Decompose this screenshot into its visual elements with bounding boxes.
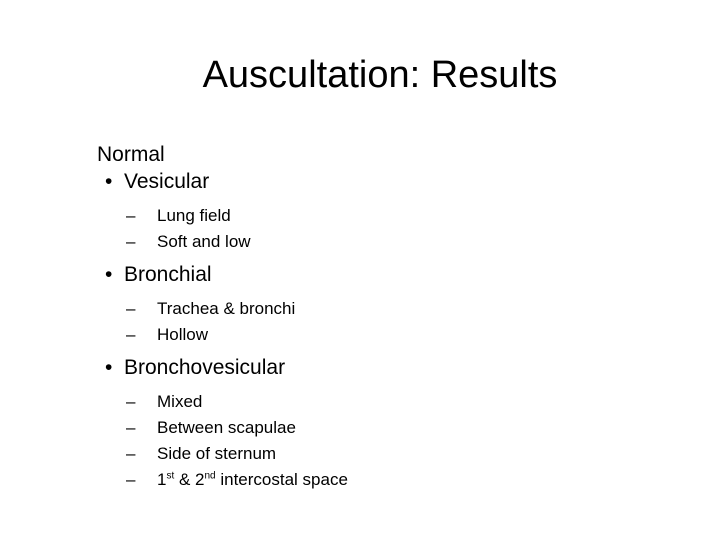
dash-glyph: – bbox=[126, 232, 136, 251]
bullet-bronchovesicular bbox=[97, 354, 697, 381]
sublist-bronchial bbox=[97, 296, 697, 348]
sub-item bbox=[97, 467, 697, 493]
sub-item bbox=[97, 322, 697, 348]
dash-glyph: – bbox=[126, 325, 136, 344]
item-text: intercostal space bbox=[215, 470, 348, 489]
sub-item bbox=[97, 229, 697, 255]
heading-normal: Normal bbox=[97, 143, 165, 166]
bullet-bronchial bbox=[97, 261, 697, 288]
sub-item-label: Mixed bbox=[157, 392, 203, 411]
bullet-glyph: • bbox=[105, 263, 113, 286]
ordinal-number: & 2 bbox=[174, 470, 205, 489]
slide-body bbox=[97, 141, 697, 493]
dash-glyph: – bbox=[126, 299, 136, 318]
sub-item bbox=[97, 389, 697, 415]
sub-item-label: Trachea & bronchi bbox=[157, 299, 296, 318]
dash-glyph: – bbox=[126, 392, 136, 411]
dash-glyph: – bbox=[126, 206, 136, 225]
sub-item-label-intercostal bbox=[157, 470, 348, 489]
sublist-vesicular bbox=[97, 203, 697, 255]
bullet-glyph: • bbox=[105, 356, 113, 379]
sub-item-label: Side of sternum bbox=[157, 444, 277, 463]
sub-item bbox=[97, 203, 697, 229]
bullet-label: Bronchial bbox=[124, 263, 212, 286]
ordinal-suffix: nd bbox=[204, 470, 216, 482]
slide-title: Auscultation: Results bbox=[202, 54, 558, 96]
sub-item bbox=[97, 415, 697, 441]
sub-item-label: Lung field bbox=[157, 206, 231, 225]
sub-item bbox=[97, 296, 697, 322]
dash-glyph: – bbox=[126, 418, 136, 437]
sub-item-label: Between scapulae bbox=[157, 418, 296, 437]
dash-glyph: – bbox=[126, 470, 136, 489]
dash-glyph: – bbox=[126, 444, 136, 463]
sub-item bbox=[97, 441, 697, 467]
bullet-glyph: • bbox=[105, 170, 113, 193]
group-bronchial bbox=[97, 261, 697, 348]
group-bronchovesicular bbox=[97, 354, 697, 493]
bullet-label: Vesicular bbox=[124, 170, 210, 193]
sublist-bronchovesicular bbox=[97, 389, 697, 493]
sub-item-label: Hollow bbox=[157, 325, 209, 344]
ordinal-number: 1 bbox=[157, 470, 167, 489]
bullet-label: Bronchovesicular bbox=[124, 356, 286, 379]
sub-item-label: Soft and low bbox=[157, 232, 251, 251]
bullet-vesicular bbox=[97, 168, 697, 195]
ordinal-suffix: st bbox=[166, 470, 175, 482]
